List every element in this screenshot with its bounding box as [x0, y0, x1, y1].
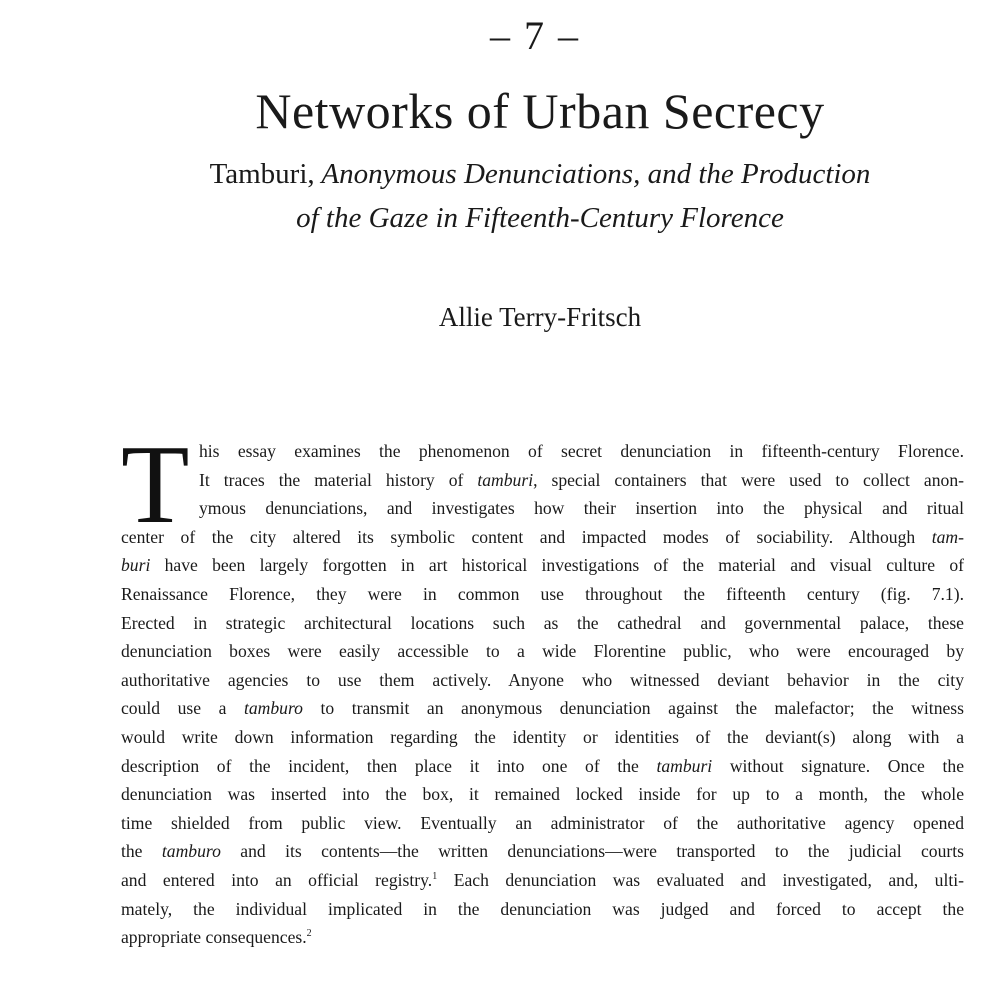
chapter-title: Networks of Urban Secrecy — [255, 83, 825, 139]
subtitle-line-2: of the Gaze in Fifteenth-Century Florence — [296, 202, 784, 234]
text-line: the tamburo and its contents—the written denunciations—were transported to the judicial courts — [121, 841, 964, 862]
text-line: denunciation was inserted into the box, it remained locked inside for up to a month, the whole — [121, 784, 964, 805]
text-line: time shielded from public view. Eventually an administrator of the authoritative agency opened — [121, 812, 964, 833]
text-line: and entered into an official registry.$^1$ Each denunciation was evaluated and investigated, and, ulti- — [121, 869, 965, 890]
subtitle-tamburi: Tamburi, — [209, 158, 315, 190]
text-line: Renaissance Florence, they were in common use throughout the fifteenth century (fig. 7.1). — [121, 583, 964, 604]
subtitle-line-1 — [0, 152, 995, 196]
text-line: could use a tamburo to transmit an anonymous denunciation against the malefactor; the witness — [121, 698, 964, 719]
text-line: It traces the material history of tamburi, special containers that were used to collect anon- — [199, 469, 964, 490]
chapter-subtitle — [0, 152, 995, 240]
footnote-ref-1[interactable]: 1 — [432, 870, 438, 882]
text-line: his essay examines the phenomenon of secret denunciation in fifteenth-century Florence. — [199, 441, 964, 461]
author-name: Allie Terry-Fritsch — [438, 302, 642, 332]
text-line: authoritative agencies to use them actively. Anyone who witnessed deviant behavior in the city — [121, 669, 964, 690]
text-line: mately, the individual implicated in the denunciation was judged and forced to accept the — [121, 898, 964, 919]
text-line: Erected in strategic architectural locations such as the cathedral and governmental palace, these — [121, 612, 964, 633]
subtitle-italic-part: Anonymous Denunciations, and the Production — [314, 158, 871, 190]
text-line: would write down information regarding the identity or identities of the deviant(s) along with a — [121, 726, 964, 747]
body-paragraph — [121, 423, 965, 952]
text-line: buri have been largely forgotten in art historical investigations of the material and visual culture of — [121, 555, 964, 576]
text-line: center of the city altered its symbolic content and impacted modes of sociability. Although tam- — [121, 526, 964, 547]
text-line: appropriate consequences.$^2$ — [121, 927, 312, 948]
text-line: ymous denunciations, and investigates how their insertion into the physical and ritual — [199, 498, 964, 519]
drop-cap: T — [121, 423, 190, 547]
chapter-number: – 7 – — [490, 13, 580, 58]
text-line: description of the incident, then place it into one of the tamburi without signature. Once the — [121, 755, 964, 776]
text-line: denunciation boxes were easily accessible to a wide Florentine public, who were encouraged by — [121, 641, 964, 662]
footnote-ref-2[interactable]: 2 — [306, 928, 312, 940]
